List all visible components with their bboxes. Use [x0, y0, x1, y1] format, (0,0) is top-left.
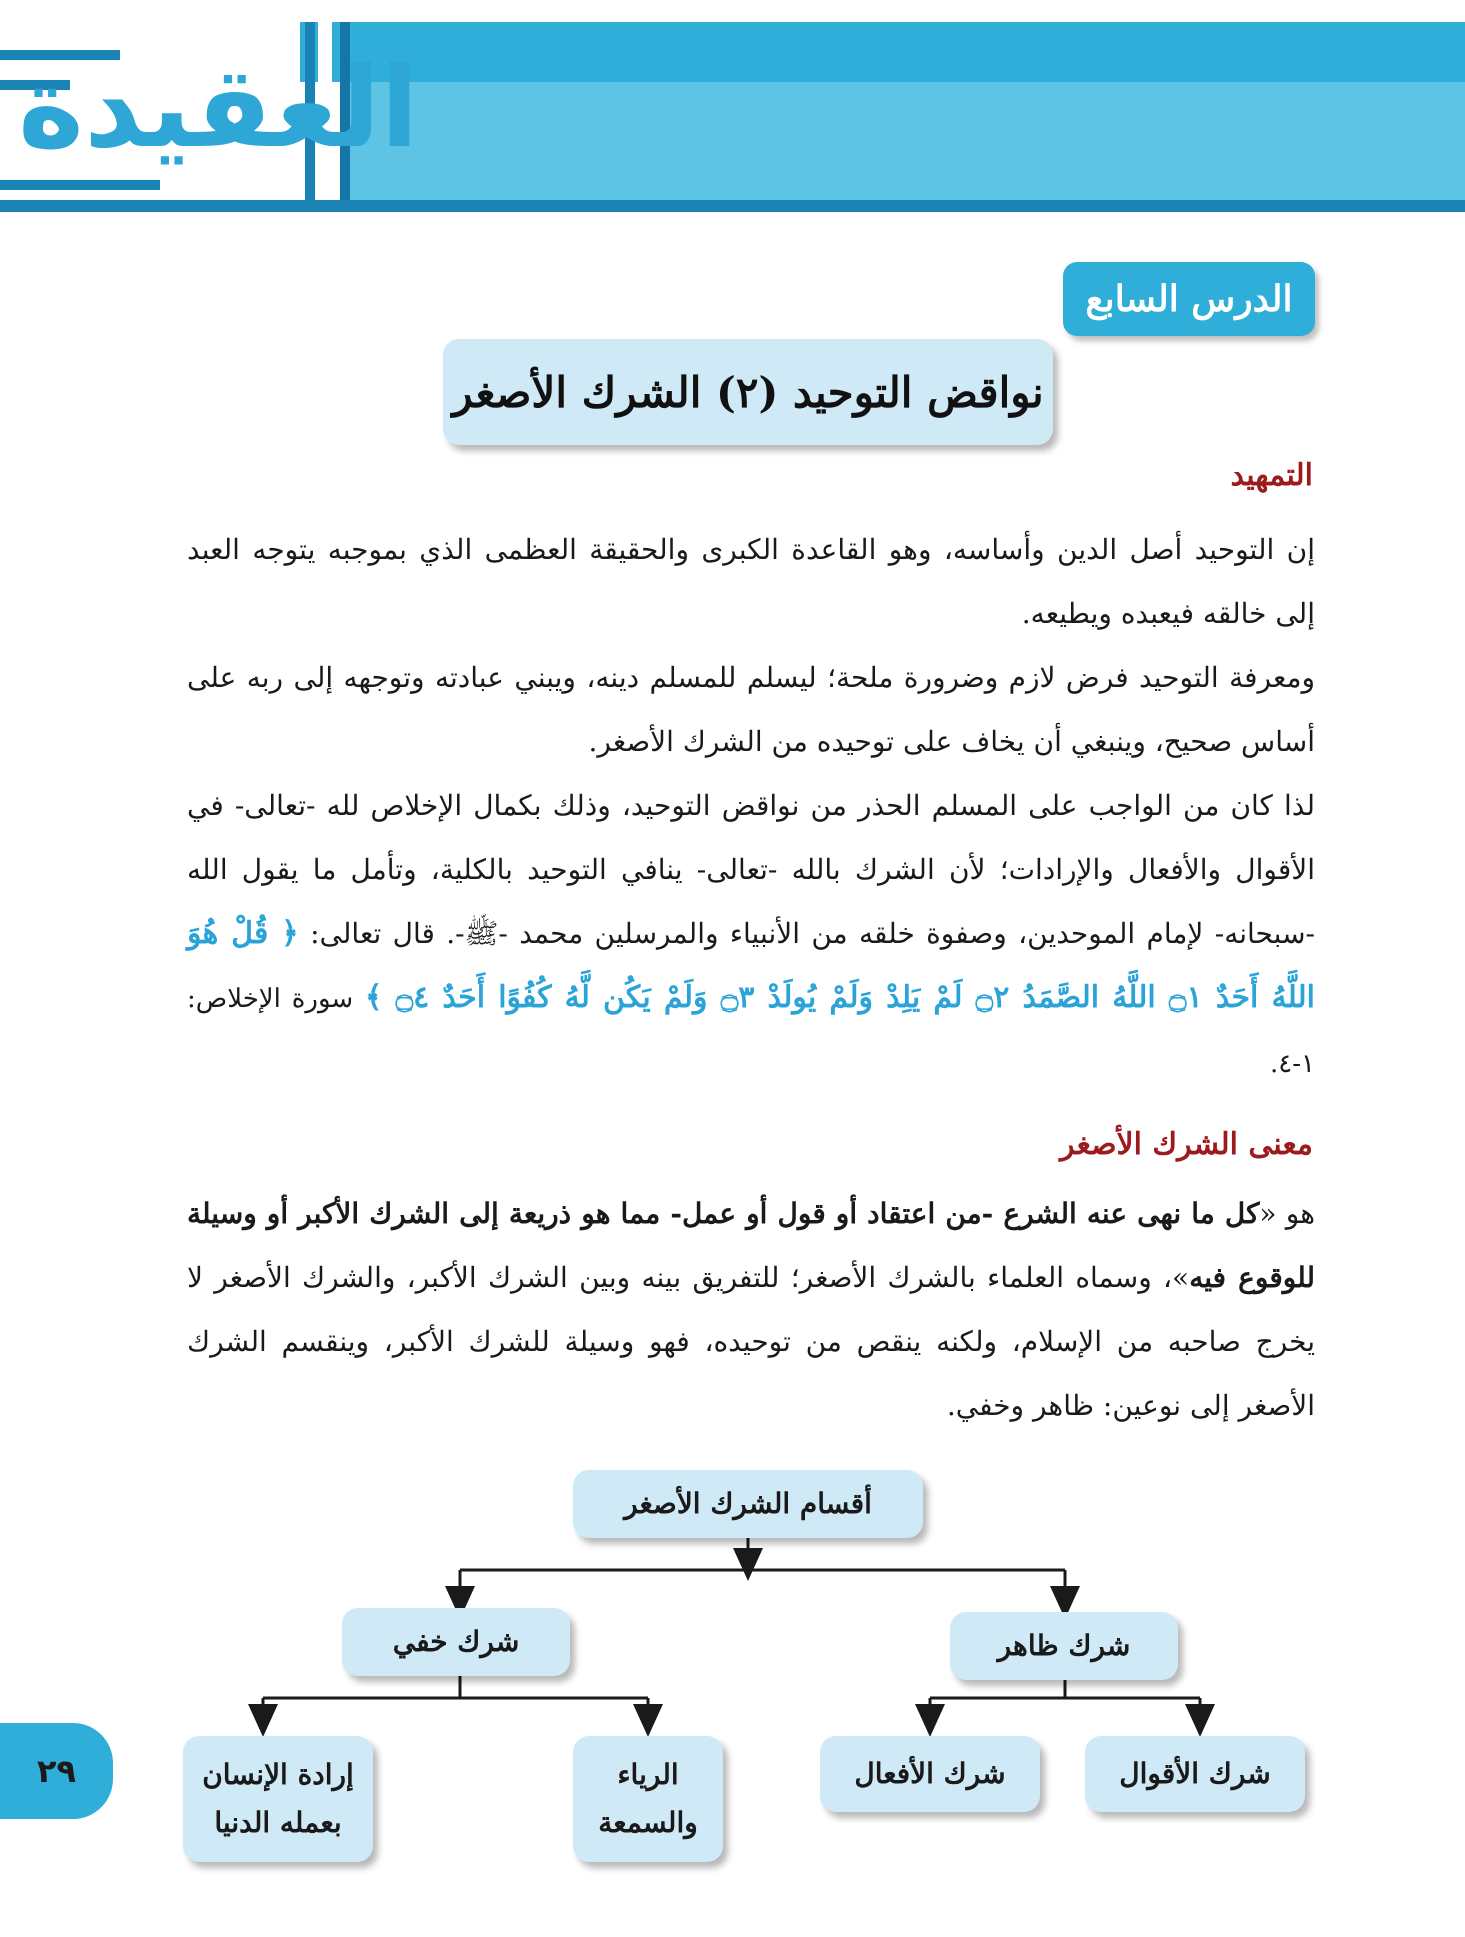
quran-verse: ﴿ قُلْ هُوَ اللَّهُ أَحَدٌ ۝١ اللَّهُ الصَّمَدُ ۝٢ لَمْ يَلِدْ وَلَمْ يُولَدْ ۝٣ وَلَمْ يَكُن لَّهُ كُفُوًا أَحَدٌ ۝٤ ﴾ [187, 916, 1316, 1015]
meaning-definition: كل ما نهى عنه الشرع -من اعتقاد أو قول أو عمل- مما هو ذريعة إلى الشرك الأكبر أو وسيلة للوقوع فيه [187, 1197, 1315, 1294]
diagram-node-hidden-shirk: شرك خفي [342, 1608, 570, 1676]
lesson-number-label: الدرس السابع [1085, 278, 1293, 320]
diagram-node-showing-off: الرياء والسمعة [573, 1736, 723, 1862]
meaning-lead: هو « [1259, 1197, 1315, 1230]
intro-paragraph-1: إن التوحيد أصل الدين وأساسه، وهو القاعدة الكبرى والحقيقة العظمى الذي بموجبه يتوجه العبد إلى خالقه فيعبده ويطيعه. [187, 533, 1315, 630]
logo-text: العقيدة [18, 43, 419, 173]
diagram-node-worldly-intent: إرادة الإنسان بعمله الدنيا [183, 1736, 373, 1862]
diagram-root-node: أقسام الشرك الأصغر [573, 1470, 923, 1538]
diagram-node-shirk-of-words: شرك الأقوال [1085, 1736, 1305, 1812]
surah-reference: سورة الإخلاص: ١-٤. [187, 984, 1315, 1079]
intro-paragraph-3-text: لذا كان من الواجب على المسلم الحذر من نواقض التوحيد، وذلك بكمال الإخلاص لله -تعالى- في الأقوال والأفعال والإرادات؛ لأن الشرك بالله -تعالى- ينافي التوحيد بالكلية، وتأمل ما يقول الله -سبحانه- لإمام الموحدين، وصفوة خلقه من الأنبياء والمرسلين محمد -ﷺ-. قال تعالى: [187, 789, 1315, 950]
diagram-node-apparent-shirk: شرك ظاهر [950, 1612, 1178, 1680]
intro-paragraph-2: ومعرفة التوحيد فرض لازم وضرورة ملحة؛ ليسلم للمسلم دينه، ويبني عبادته وتوجهه إلى ربه على أساس صحيح، وينبغي أن يخاف على توحيده من الشرك الأصغر. [187, 661, 1315, 758]
meaning-heading: معنى الشرك الأصغر [1060, 1127, 1313, 1162]
page-number-tab [0, 1723, 113, 1819]
intro-heading: التمهيد [1230, 458, 1313, 493]
lesson-title: نواقض التوحيد (٢) الشرك الأصغر [452, 367, 1044, 417]
meaning-rest: »، وسماه العلماء بالشرك الأصغر؛ للتفريق بينه وبين الشرك الأكبر، والشرك الأصغر لا يخرج صاحبه من الإسلام، ولكنه ينقص من توحيده، فهو وسيلة للشرك الأكبر، وينقسم الشرك الأصغر إلى نوعين: ظاهر وخفي. [187, 1261, 1315, 1422]
page-number: ٢٩ [36, 1752, 77, 1790]
diagram-node-shirk-of-deeds: شرك الأفعال [820, 1736, 1040, 1812]
